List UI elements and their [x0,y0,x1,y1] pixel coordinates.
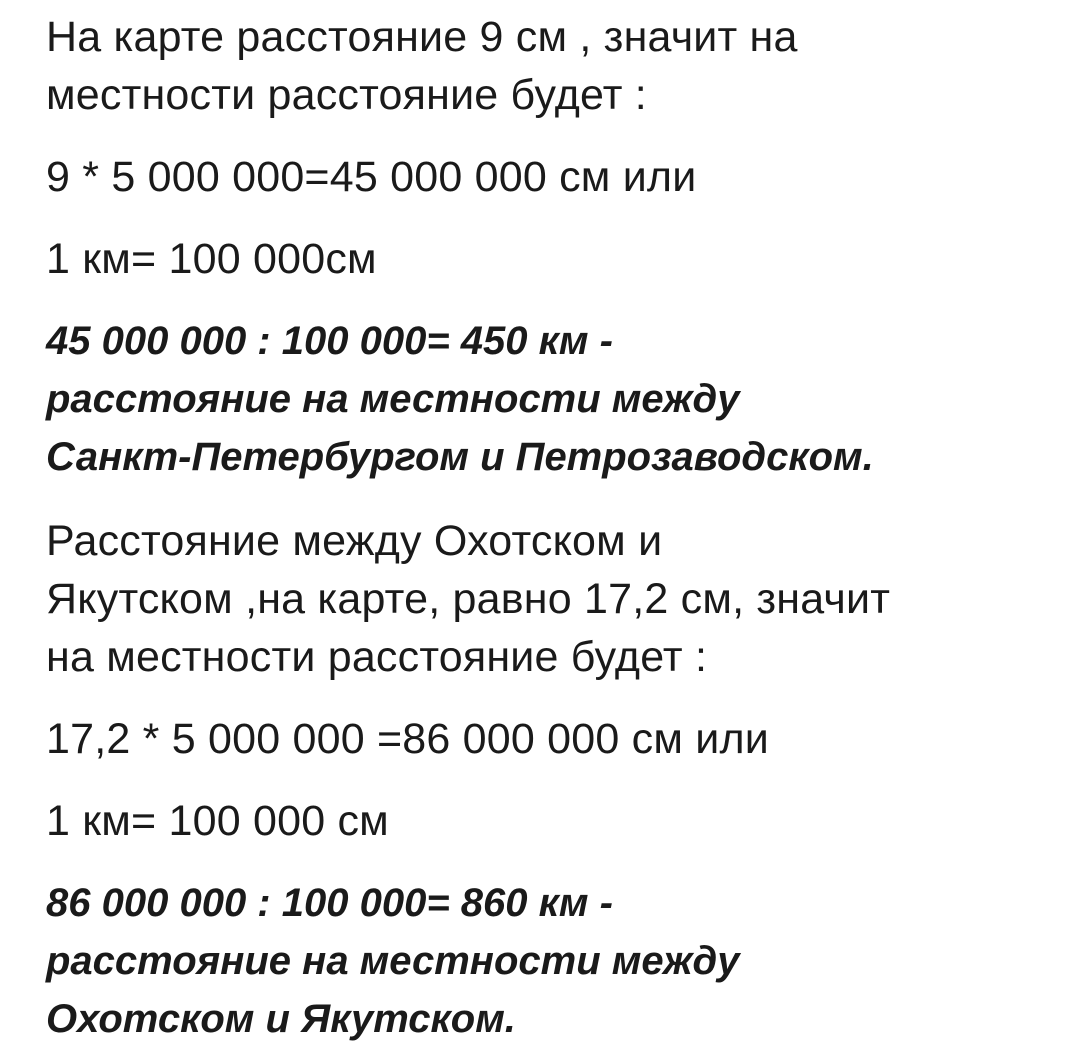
text-line: На карте расстояние 9 см , значит на [46,13,798,61]
text-line: расстояние на местности между [46,377,740,421]
document-body [46,8,1056,1048]
text-line: Охотском и Якутском. [46,997,516,1041]
calculation-1 [46,148,1056,206]
text-line: 1 км= 100 000см [46,235,377,283]
result-paragraph-2 [46,874,1056,1048]
text-line: Санкт-Петербургом и Петрозаводском. [46,435,874,479]
text-line: 1 км= 100 000 см [46,797,389,845]
conversion-1 [46,230,1056,288]
intro-paragraph-2 [46,512,1056,686]
text-line: 9 * 5 000 000=45 000 000 см или [46,153,697,201]
text-line: на местности расстояние будет : [46,633,708,681]
calculation-2 [46,710,1056,768]
text-line: расстояние на местности между [46,939,740,983]
text-line: 45 000 000 : 100 000= 450 км - [46,319,613,363]
text-line: Расстояние между Охотском и [46,517,663,565]
text-line: 86 000 000 : 100 000= 860 км - [46,881,613,925]
text-line: 17,2 * 5 000 000 =86 000 000 см или [46,715,769,763]
text-line: местности расстояние будет : [46,71,647,119]
text-line: Якутском ,на карте, равно 17,2 см, значит [46,575,891,623]
result-paragraph-1 [46,312,1056,486]
conversion-2 [46,792,1056,850]
intro-paragraph-1 [46,8,1056,124]
